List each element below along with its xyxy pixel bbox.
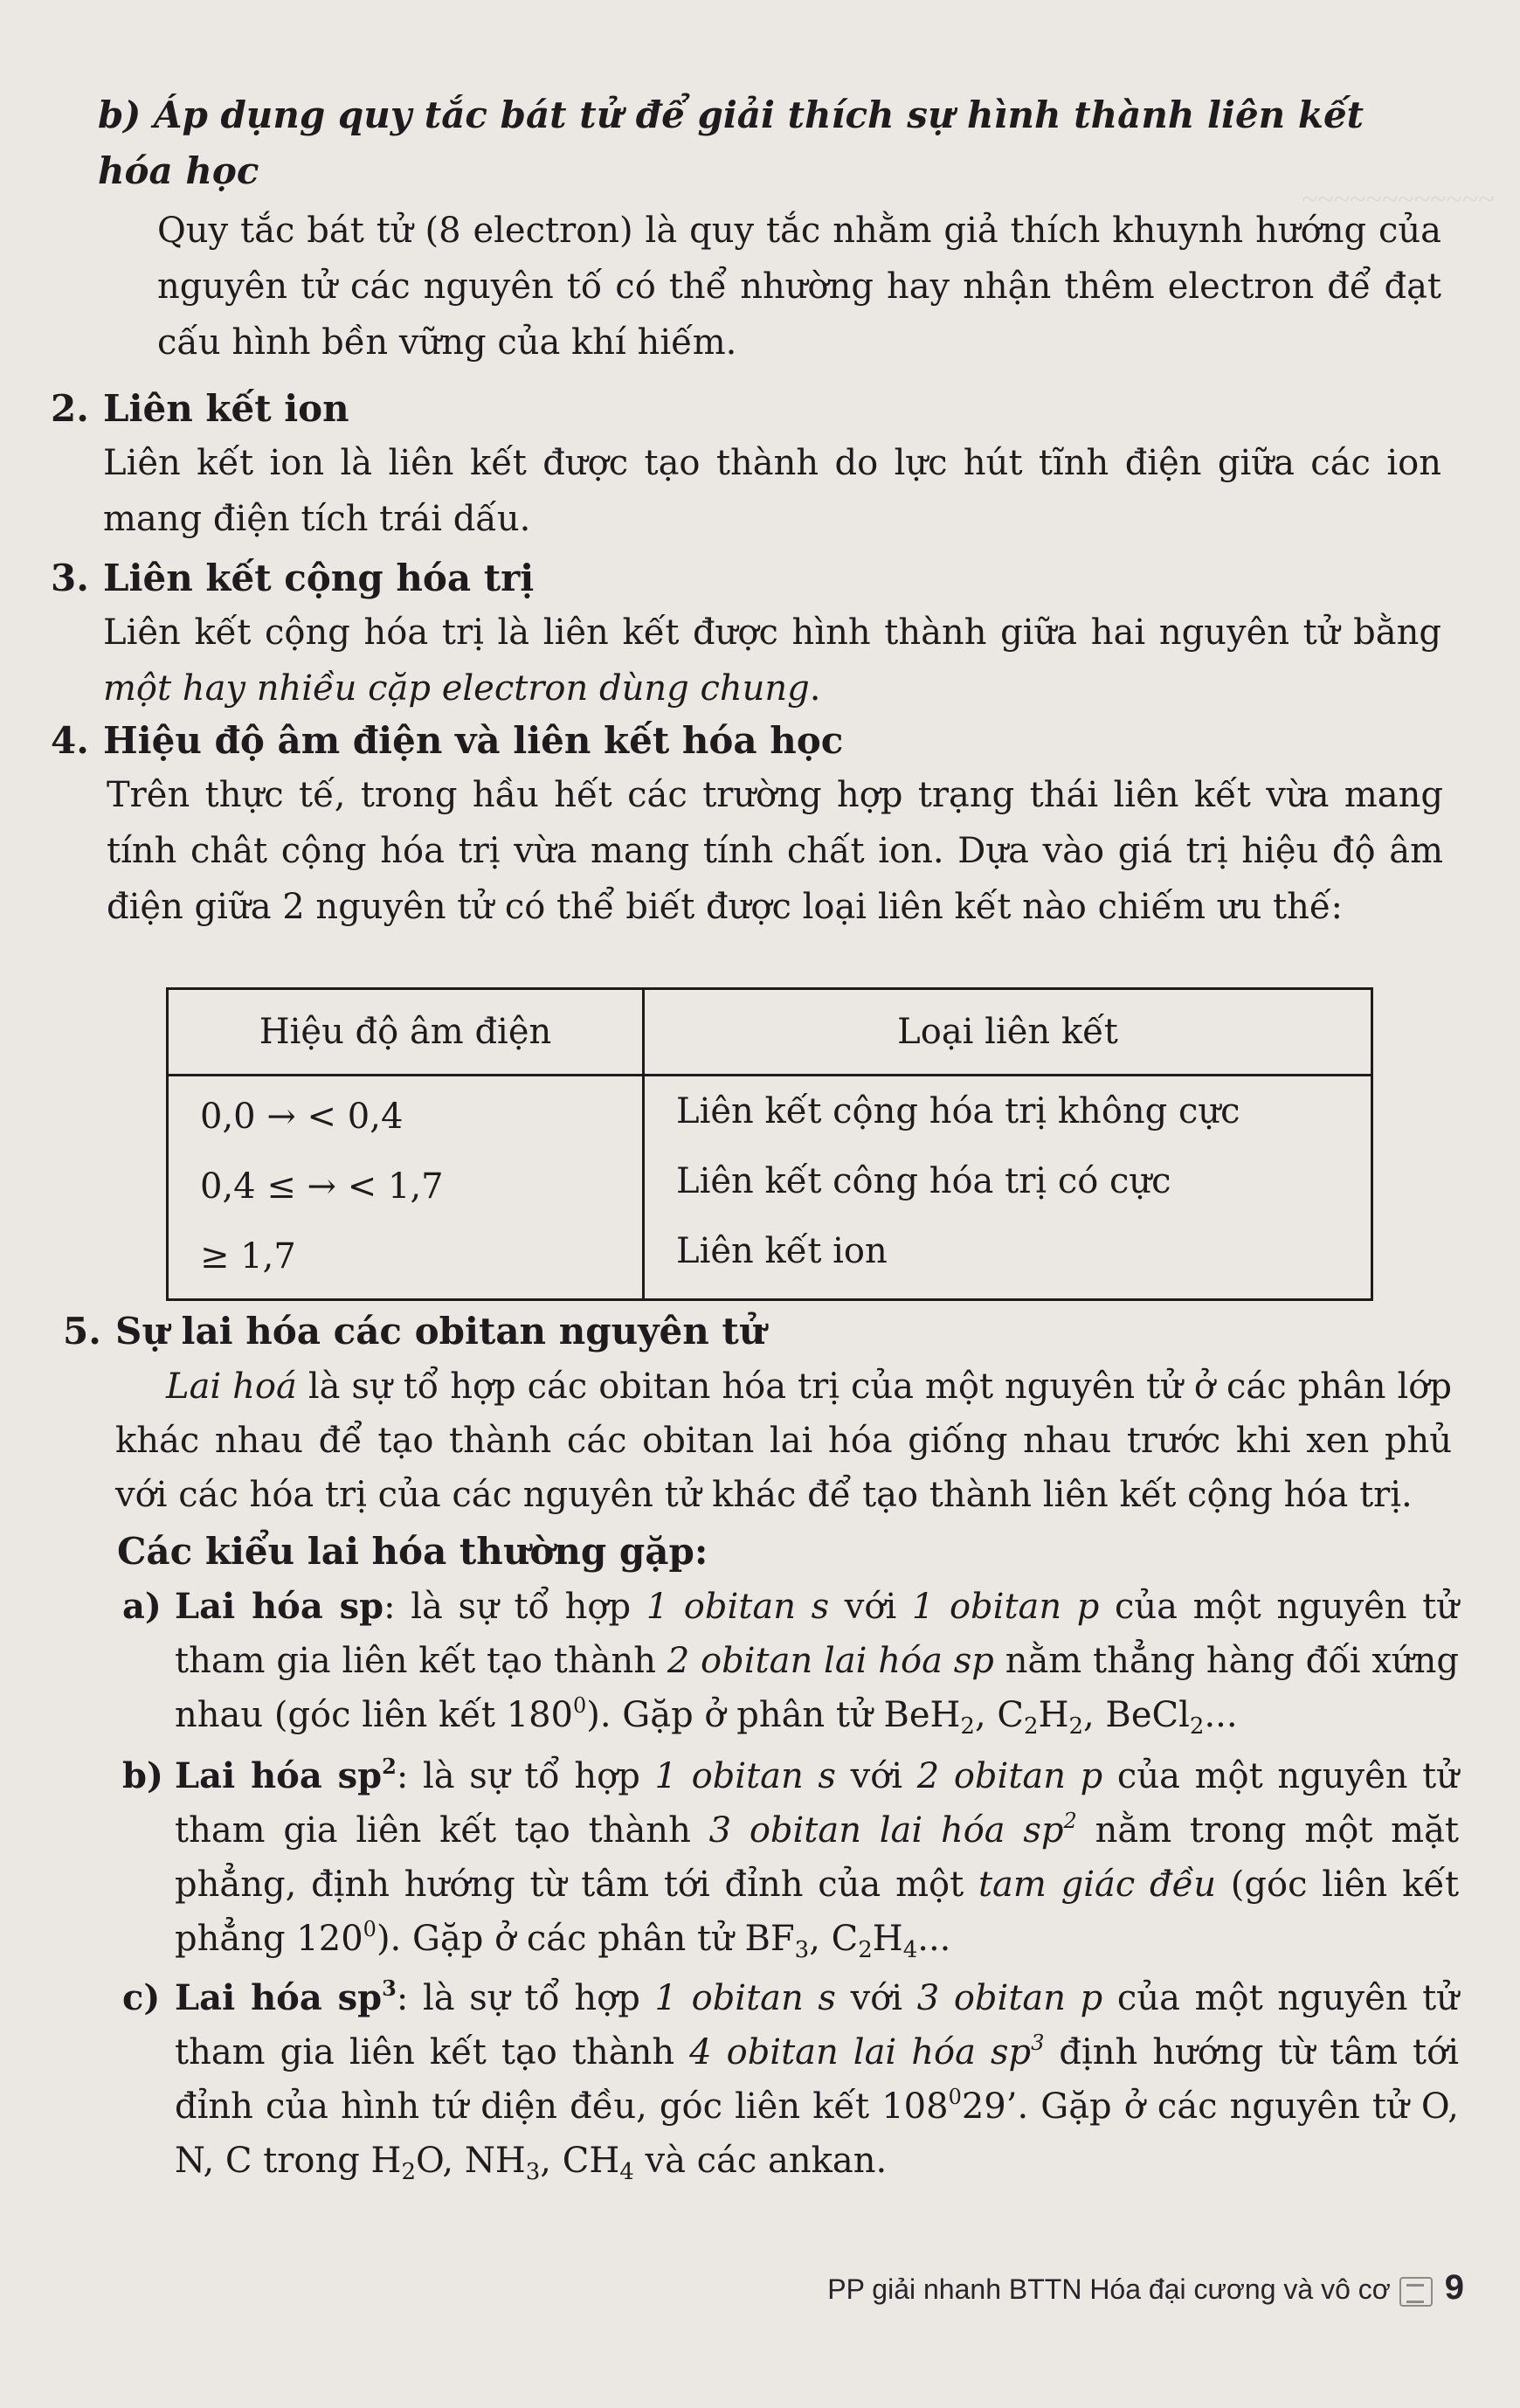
types-heading-block bbox=[0, 1526, 1520, 1578]
sp3-item-label: c) bbox=[122, 1977, 161, 2018]
section-5-definition: Lai hoá là sự tổ hợp các obitan hóa trị của một nguyên tử ở các phân lớp khác nhau để tạo thành các obitan lai hóa giống nhau trước khi xen phủ với các hóa trị của các nguyên tử khác để tạo thành liên kết cộng hóa trị. bbox=[115, 1367, 1452, 1515]
sp3-item bbox=[0, 1971, 1520, 2188]
section-b-body-block bbox=[0, 203, 1520, 370]
publisher-logo-icon bbox=[1399, 2277, 1433, 2307]
sp-item-label: a) bbox=[122, 1586, 162, 1627]
sp-item bbox=[0, 1580, 1520, 1742]
section-5-heading bbox=[0, 1305, 1520, 1358]
types-heading: Các kiểu lai hóa thường gặp: bbox=[117, 1530, 708, 1573]
section-3-title: Liên kết cộng hóa trị bbox=[103, 557, 535, 599]
section-b-heading bbox=[0, 87, 1520, 199]
section-4-heading bbox=[0, 715, 1520, 767]
section-3-number: 3. bbox=[51, 557, 89, 599]
table-cell: 0,4 ≤ → < 1,7 bbox=[200, 1166, 444, 1207]
show-through: ~~~~~~~~~~~~ bbox=[1302, 183, 1495, 216]
section-3-body-block bbox=[0, 605, 1520, 716]
table-col-diff bbox=[168, 1076, 644, 1300]
section-5-title: Sự lai hóa các obitan nguyên tử bbox=[115, 1310, 766, 1353]
section-4-body-block bbox=[0, 767, 1520, 935]
section-4-number: 4. bbox=[51, 719, 89, 762]
table-header-diff: Hiệu độ âm điện bbox=[168, 989, 644, 1076]
section-2-number: 2. bbox=[51, 387, 89, 430]
sp2-item-label: b) bbox=[122, 1755, 163, 1796]
footer-book-title: PP giải nhanh BTTN Hóa đại cương và vô cơ bbox=[827, 2273, 1391, 2305]
sp3-item-text: Lai hóa $sp^3$: là sự tổ hợp 1 obitan s với 3 obitan p của một nguyên tử tham gia liên kết tạo thành 4 obitan lai hóa $sp^3$ định hướng từ tâm tới đỉnh của hình tứ diện đều, góc liên kết $108^029$’. Gặp ở các nguyên tử O, N, C trong $H_2O$, $NH_3$, $CH_4$ và các ankan. bbox=[175, 1976, 1460, 2185]
section-b-body: Quy tắc bát tử (8 electron) là quy tắc nhằm giả thích khuynh hướng của nguyên tử các nguyên tố có thể nhường hay nhận thêm electron để đạt cấu hình bền vững của khí hiếm. bbox=[157, 211, 1441, 363]
sp2-item bbox=[0, 1749, 1520, 1966]
sp-item-text: Lai hóa sp: là sự tổ hợp 1 obitan s với 1 obitan p của một nguyên tử tham gia liên kết tạo thành 2 obitan lai hóa sp nằm thẳng hàng đối xứng nhau (góc liên kết $180^0$). Gặp ở phân tử BeH$_2$, $C_2H_2$, BeCl$_2$... bbox=[175, 1586, 1460, 1740]
table-cell: Liên kết công hóa trị có cực bbox=[676, 1161, 1171, 1201]
table-header-row bbox=[168, 989, 1372, 1076]
table-cell: Liên kết cộng hóa trị không cực bbox=[676, 1091, 1240, 1131]
sp-title: Lai hóa sp bbox=[175, 1586, 384, 1627]
table-col-bond bbox=[644, 1076, 1372, 1300]
hybridization-term: Lai hoá bbox=[166, 1367, 297, 1407]
section-b-title: b) Áp dụng quy tắc bát tử để giải thích sự hình thành liên kết hóa học bbox=[98, 93, 1365, 192]
shared-electron-pair-term: một hay nhiều cặp electron dùng chung bbox=[103, 668, 810, 709]
sp3-title: Lai hóa sp bbox=[175, 1977, 383, 2018]
sp2-item-text: Lai hóa $sp^2$: là sự tổ hợp 1 obitan s với 2 obitan p của một nguyên tử tham gia liên kết tạo thành 3 obitan lai hóa $sp^2$ nằm trong một mặt phẳng, định hướng từ tâm tới đỉnh của một tam giác đều (góc liên kết phẳng $120^0$). Gặp ở các phân tử $BF_3$, $C_2H_4$... bbox=[175, 1754, 1460, 1963]
table-cell: ≥ 1,7 bbox=[200, 1236, 296, 1277]
page-number: 9 bbox=[1444, 2268, 1464, 2307]
sp2-title: Lai hóa sp bbox=[175, 1755, 383, 1796]
table-cell: 0,0 → < 0,4 bbox=[200, 1097, 404, 1137]
section-2-body: Liên kết ion là liên kết được tạo thành do lực hút tĩnh điện giữa các ion mang điện tích trái dấu. bbox=[103, 443, 1441, 539]
table-header-bond-type: Loại liên kết bbox=[644, 989, 1372, 1076]
section-2-heading bbox=[0, 383, 1520, 435]
table-cell: Liên kết ion bbox=[676, 1231, 888, 1271]
section-5-number: 5. bbox=[63, 1310, 101, 1353]
section-2-title: Liên kết ion bbox=[103, 387, 349, 430]
section-5-body-block bbox=[0, 1360, 1520, 1522]
section-3-heading bbox=[0, 552, 1520, 605]
section-4-body: Trên thực tế, trong hầu hết các trường hợp trạng thái liên kết vừa mang tính chât cộng hóa trị vừa mang tính chất ion. Dựa vào giá trị hiệu độ âm điện giữa 2 nguyên tử có thể biết được loại liên kết nào chiếm ưu thế: bbox=[107, 775, 1443, 927]
page-footer bbox=[827, 2268, 1464, 2308]
table-body-row bbox=[168, 1076, 1372, 1300]
section-3-body: Liên kết cộng hóa trị là liên kết được hình thành giữa hai nguyên tử bằng một hay nhiều cặp electron dùng chung. bbox=[103, 612, 1441, 709]
section-4-title: Hiệu độ âm điện và liên kết hóa học bbox=[103, 719, 844, 762]
section-2-body-block bbox=[0, 435, 1520, 547]
electronegativity-table bbox=[166, 987, 1373, 1301]
